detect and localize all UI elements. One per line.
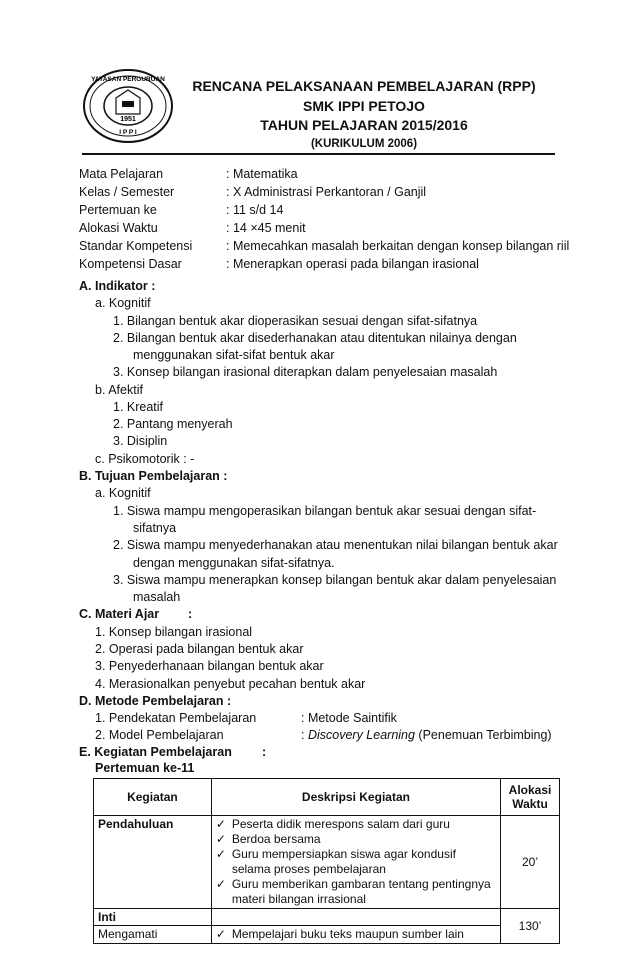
list-item: sifatnya — [133, 521, 177, 535]
table-cell: 20’ — [501, 816, 560, 909]
info-row: Alokasi Waktu : 14 ×45 menit — [79, 221, 306, 235]
list-item: c. Psikomotorik : - — [95, 452, 195, 466]
table-cell — [211, 909, 500, 926]
check-icon: ✓ — [215, 877, 226, 891]
table-cell: Mengamati — [94, 926, 212, 944]
svg-text:I P P I: I P P I — [119, 129, 137, 136]
table-row — [94, 909, 560, 926]
list-item: 2. Siswa mampu menyederhanakan atau menentukan nilai bilangan bentuk akar — [113, 538, 558, 552]
svg-text:YAYASAN PERGURUAN: YAYASAN PERGURUAN — [91, 76, 165, 83]
list-item: 2. Model Pembelajaran — [95, 728, 224, 742]
list-item: dengan menggunakan sifat-sifatnya. — [133, 556, 335, 570]
table-row — [94, 816, 560, 909]
column-header: Alokasi Waktu — [501, 779, 560, 816]
section-d-heading: D. Metode Pembelajaran : — [79, 694, 232, 708]
list-item: 1. Konsep bilangan irasional — [95, 625, 253, 639]
list-item: 2. Bilangan bentuk akar disederhanakan atau ditentukan nilainya dengan — [113, 331, 517, 345]
check-icon: ✓ — [215, 832, 226, 846]
table-cell: Inti — [94, 909, 212, 926]
column-header: Deskripsi Kegiatan — [211, 779, 500, 816]
section-e-colon: : — [262, 745, 267, 759]
meeting-label: Pertemuan ke-11 — [95, 761, 195, 775]
list-item: 3. Penyederhanaan bilangan bentuk akar — [95, 659, 324, 673]
table-cell: 130’ — [501, 909, 560, 944]
list-item: 2. Pantang menyerah — [113, 417, 233, 431]
check-icon: ✓ — [215, 817, 226, 831]
activity-table — [93, 778, 560, 944]
header-divider — [82, 153, 555, 155]
list-item: masalah — [133, 590, 181, 604]
list-item: a. Kognitif — [95, 486, 151, 500]
list-item: ✓ Peserta didik merespons salam dari guru — [215, 817, 450, 831]
table-cell — [211, 816, 500, 909]
list-item: 1. Siswa mampu mengoperasikan bilangan bentuk akar sesuai dengan sifat- — [113, 504, 537, 518]
list-item: 1. Bilangan bentuk akar dioperasikan sesuai dengan sifat-sifatnya — [113, 314, 478, 328]
section-c-heading: C. Materi Ajar — [79, 607, 160, 621]
school-logo — [82, 68, 174, 144]
list-item: ✓ Berdoa bersama — [215, 832, 321, 846]
section-e-heading: E. Kegiatan Pembelajaran — [79, 745, 232, 759]
list-item: 1. Kreatif — [113, 400, 164, 414]
document-title: RENCANA PELAKSANAAN PEMBELAJARAN (RPP) — [192, 78, 536, 94]
list-item-value: : Discovery Learning (Penemuan Terbimbing) — [301, 728, 552, 742]
section-c-colon: : — [188, 607, 193, 621]
academic-year: TAHUN PELAJARAN 2015/2016 — [260, 117, 468, 133]
list-item: ✓ Guru mempersiapkan siswa agar kondusif selama proses pembelajaran — [215, 847, 456, 876]
list-item: 1. Pendekatan Pembelajaran — [95, 711, 257, 725]
list-item: 4. Merasionalkan penyebut pecahan bentuk akar — [95, 677, 366, 691]
info-block — [79, 165, 569, 273]
column-header: Kegiatan — [94, 779, 212, 816]
list-item: b. Afektif — [95, 383, 143, 397]
table-cell — [211, 926, 500, 944]
section-a-heading: A. Indikator : — [79, 279, 156, 293]
info-row: Kelas / Semester : X Administrasi Perkantoran / Ganjil — [79, 185, 427, 199]
info-row: Standar Kompetensi : Memecahkan masalah berkaitan dengan konsep bilangan riil — [79, 239, 570, 253]
info-row: Pertemuan ke : 11 s/d 14 — [79, 203, 284, 217]
list-item: 2. Operasi pada bilangan bentuk akar — [95, 642, 304, 656]
info-row: Mata Pelajaran : Matematika — [79, 167, 298, 181]
list-item-value: : Metode Saintifik — [301, 711, 397, 725]
school-name: SMK IPPI PETOJO — [303, 98, 425, 114]
list-item: a. Kognitif — [95, 296, 151, 310]
list-item: menggunakan sifat-sifat bentuk akar — [133, 348, 335, 362]
svg-text:1951: 1951 — [120, 116, 136, 123]
curriculum: (KURIKULUM 2006) — [310, 138, 418, 150]
info-row: Kompetensi Dasar : Menerapkan operasi pada bilangan irasional — [79, 257, 479, 271]
list-item: ✓ Mempelajari buku teks maupun sumber lain — [215, 927, 464, 941]
section-b-heading: B. Tujuan Pembelajaran : — [79, 469, 228, 483]
list-item: 3. Disiplin — [113, 434, 168, 448]
list-item: 3. Konsep bilangan irasional diterapkan dalam penyelesaian masalah — [113, 365, 498, 379]
check-icon: ✓ — [215, 847, 226, 861]
check-icon: ✓ — [215, 927, 226, 941]
table-row — [94, 926, 560, 944]
table-header-row — [94, 779, 560, 816]
list-item: ✓ Guru memberikan gambaran tentang pentingnya materi bilangan irrasional — [215, 877, 491, 906]
list-item: 3. Siswa mampu menerapkan konsep bilangan bentuk akar dalam penyelesaian — [113, 573, 557, 587]
table-cell: Pendahuluan — [94, 816, 212, 909]
